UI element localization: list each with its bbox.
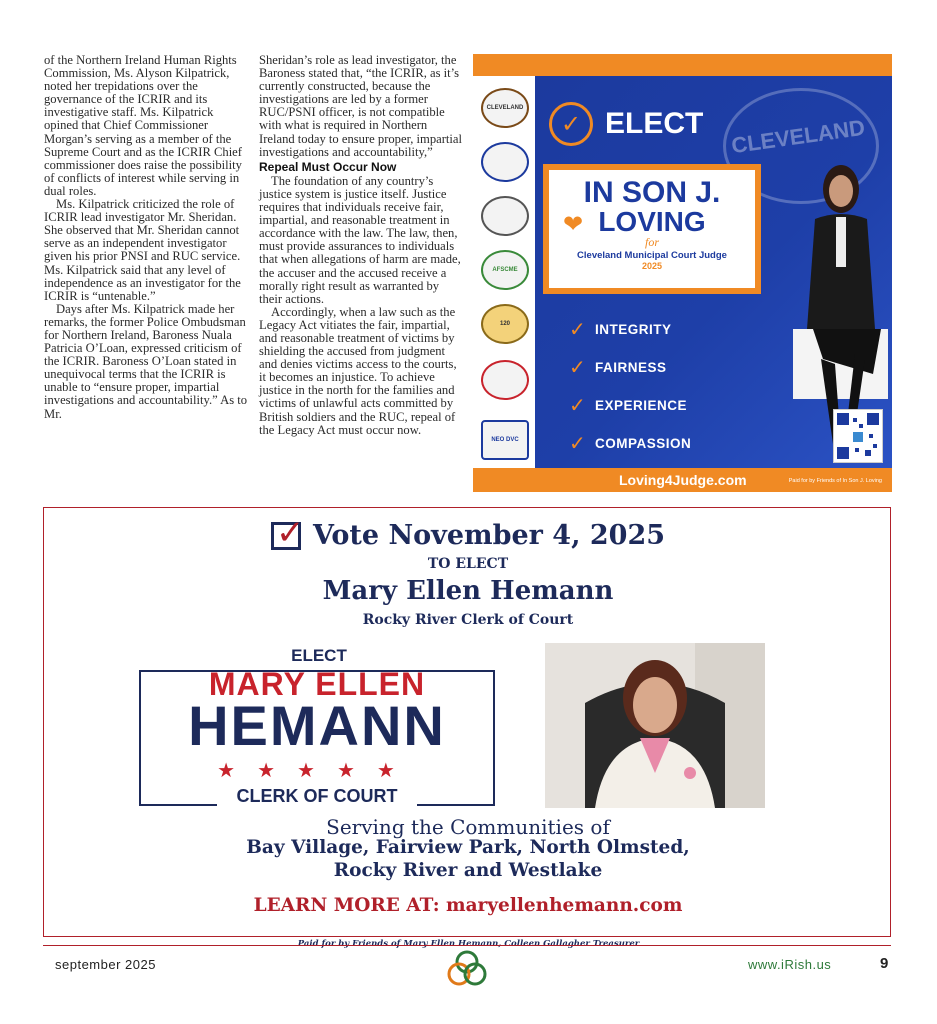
article-paragraph: Ms. Kilpatrick criticized the role of ICRIR lead investigator Mr. Sheridan. She observed that Mr. Sheridan cannot serve as an independent investigator given his prior PNSI and RUC service. Ms. Kilpatrick said that any level of independence as an investigator for the ICRIR is “untenable.”	[44, 197, 241, 303]
paid-for-notice: Paid for by Friends of In Son J. Loving	[788, 478, 882, 484]
vote-heading	[44, 512, 892, 553]
to-elect-label: TO ELECT	[427, 556, 509, 572]
footer-rule	[43, 945, 891, 946]
article-paragraph: of the Northern Ireland Human Rights Commission, Ms. Alyson Kilpatrick, noted her trepidations over the governance of the ICRIR and its investigative staff. Ms. Kilpatrick opined that Chief Commissioner Morgan’s serving as a member of the Supreme Court and as the ICRIR Chief commissioner does raise the possibility of conflicts of interest while serving in dual roles.	[44, 53, 242, 198]
candidate-name: Mary Ellen Hemann	[322, 576, 614, 606]
logo-office: CLERK OF COURT	[217, 786, 417, 807]
article-paragraph: Days after Ms. Kilpatrick made her remarks, the former Police Ombudsman for Northern Ireland, Baroness Nuala Patricia O’Loan, expressed criticism of the ICRIR. Baroness O’Loan stated in unequivocal terms that the ICRIR is unable to “ensure proper, impartial investigations and accountability.” As to Mr.	[44, 301, 248, 421]
anniversary-120-logo: 120	[481, 304, 529, 344]
checkmark-icon: ✓	[569, 317, 586, 341]
logo-elect: ELECT	[289, 646, 349, 666]
endorsement-sidebar	[473, 76, 535, 468]
flags-logo	[481, 360, 529, 400]
campaign-url[interactable]: Loving4Judge.com	[619, 472, 747, 488]
hemann-campaign-ad	[43, 507, 891, 937]
elect-label: ELECT	[605, 107, 704, 140]
campaign-logo	[139, 646, 499, 806]
quality-item: ✓ FAIRNESS	[569, 355, 667, 379]
checkmark-icon: ✓	[569, 431, 586, 455]
neo-dvc-logo: NEO DVC	[481, 420, 529, 460]
communities-line-1: Bay Village, Fairview Park, North Olmsted,	[246, 837, 690, 858]
check-circle-icon: ✓	[549, 102, 593, 146]
article-column-2	[259, 54, 464, 437]
year-label: 2025	[641, 261, 663, 271]
article-paragraph: The foundation of any country’s justice system is justice itself. Justice requires that individuals receive fair, impartial, and reasonable treatment in accordance with the law. The law, then, must provide assurances to individuals that when allegations of harm are made, the accuser and the accused receive a morally right result as warranted by their actions.	[259, 173, 461, 306]
candidate-name-box	[543, 164, 761, 294]
checkmark-icon: ✓	[569, 355, 586, 379]
learn-more-link[interactable]: LEARN MORE AT: maryellenhemann.com	[253, 895, 683, 916]
quality-item: ✓ INTEGRITY	[569, 317, 672, 341]
candidate-name-line2: LOVING	[598, 206, 706, 237]
vote-date: Vote November 4, 2025	[312, 520, 666, 551]
qualities-list	[569, 310, 691, 462]
loving-campaign-ad	[473, 54, 892, 492]
heart-hands-icon: ❤	[563, 212, 584, 238]
section-heading: Repeal Must Occur Now	[259, 159, 397, 174]
page-number: 9	[880, 955, 889, 972]
quality-item: ✓ EXPERIENCE	[569, 393, 688, 417]
stars-icon: ★★★★★	[217, 760, 417, 782]
qr-code	[833, 409, 883, 463]
article-column-1	[44, 54, 249, 421]
office-label: Cleveland Municipal Court Judge	[577, 250, 727, 261]
cleveland-endorsement-logo: CLEVELAND	[481, 88, 529, 128]
article-paragraph: Sheridan’s role as lead investigator, the Baroness stated that, “the ICRIR, as it’s currently constructed, because the investigations are led by a former RUC/PSNI officer, is not compatible with what is required in Northern Ireland today to ensure proper, impartial investigations and accountability,”	[259, 53, 463, 159]
celtic-knot-icon	[444, 948, 490, 988]
serving-label: Serving the Communities of	[326, 815, 610, 839]
for-label: for	[644, 235, 659, 249]
ad-top-bar	[473, 54, 892, 76]
website-link[interactable]: www.iRish.us	[748, 957, 832, 972]
logo-last-name: HEMANN	[188, 694, 446, 757]
issue-date: september 2025	[55, 957, 156, 972]
checkbox-icon: ✓	[271, 522, 301, 550]
city-seal-text: CLEVELAND	[729, 114, 867, 159]
endorsement-logo	[481, 142, 529, 182]
candidate-photo	[545, 643, 765, 808]
police-badge-logo	[481, 196, 529, 236]
candidate-office: Rocky River Clerk of Court	[362, 612, 574, 628]
quality-item: ✓ COMPASSION	[569, 431, 692, 455]
paid-for-notice: Paid for by Friends of Mary Ellen Hemann, Colleen Gallagher Treasurer	[297, 939, 640, 949]
logo-first-name: MARY ELLEN	[208, 666, 426, 702]
afscme-logo: AFSCME	[481, 250, 529, 290]
checkmark-icon: ✓	[569, 393, 586, 417]
article-paragraph: Accordingly, when a law such as the Legacy Act vitiates the fair, impartial, and reasonable treatment of victims by shielding the accused from judgment and denies victims access to the courts, it becomes an injustice. To achieve justice in the north for the families and victims of unlawful acts committed by British soldiers and the RUC, repeal of the Legacy Act must occur now.	[259, 304, 457, 437]
elect-heading	[549, 102, 703, 146]
communities-line-2: Rocky River and Westlake	[333, 860, 603, 881]
candidate-name-line1: IN SON J.	[583, 176, 721, 209]
